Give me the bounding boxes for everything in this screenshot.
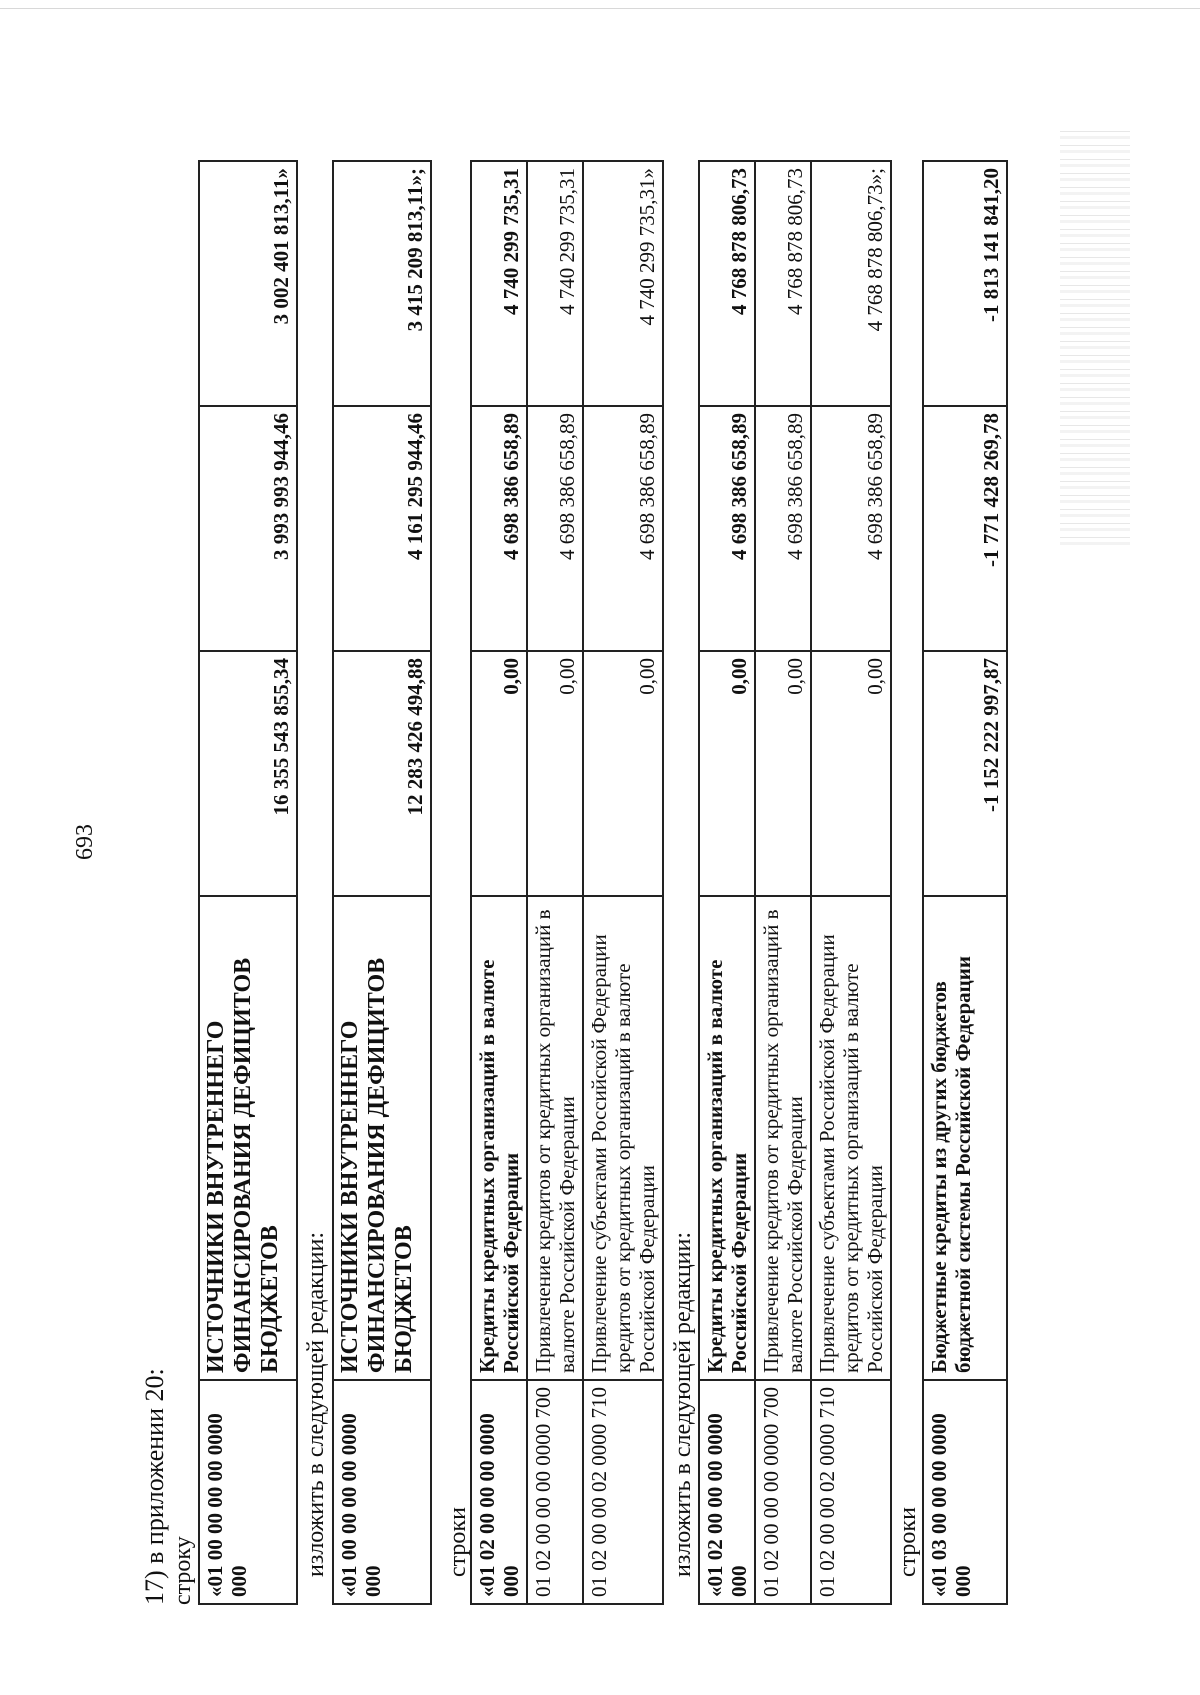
table-original-total	[198, 160, 298, 1605]
row-value-2: -1 771 428 269,78	[923, 406, 1007, 651]
row-value-3: 4 740 299 735,31	[471, 161, 527, 406]
row-code: 01 02 00 00 00 0000 700	[755, 1380, 811, 1604]
page-number: 693	[72, 824, 98, 860]
row-code: 01 02 00 00 00 0000 700	[527, 1380, 583, 1604]
table-budget-credits	[922, 160, 1008, 1605]
scan-edge-line	[0, 8, 1200, 9]
row-code: 01 02 00 00 02 0000 710	[583, 1380, 663, 1604]
table-new-credits	[698, 160, 892, 1605]
row-value-1: 0,00	[755, 651, 811, 896]
row-value-3: 3 415 209 813,11»;	[333, 161, 431, 406]
label-line: строку	[170, 1536, 196, 1605]
row-value-1: 0,00	[471, 651, 527, 896]
table-original-credits	[470, 160, 664, 1605]
table-row	[333, 161, 431, 1604]
row-value-3: -1 813 141 841,20	[923, 161, 1007, 406]
row-name: Кредиты кредитных организаций в валюте Российской Федерации	[471, 896, 527, 1380]
row-name: Привлечение кредитов от кредитных организаций в валюте Российской Федерации	[527, 896, 583, 1380]
row-value-1: -1 152 222 997,87	[923, 651, 1007, 896]
table-row	[755, 161, 811, 1604]
row-code: 01 02 00 00 02 0000 710	[811, 1380, 891, 1604]
intro-heading: 17) в приложении 20:	[140, 1368, 169, 1605]
row-code: «01 00 00 00 00 0000 000	[199, 1380, 297, 1604]
row-name: Привлечение субъектами Российской Федерации кредитов от кредитных организаций в валюте Российской Федерации	[583, 896, 663, 1380]
row-value-1: 0,00	[811, 651, 891, 896]
row-code: «01 00 00 00 00 0000 000	[333, 1380, 431, 1604]
row-value-3: 4 768 878 806,73»;	[811, 161, 891, 406]
row-value-2: 4 698 386 658,89	[583, 406, 663, 651]
row-name: Кредиты кредитных организаций в валюте Российской Федерации	[699, 896, 755, 1380]
row-value-2: 4 698 386 658,89	[471, 406, 527, 651]
row-code: «01 03 00 00 00 0000 000	[923, 1380, 1007, 1604]
label-replace: изложить в следующей редакции:	[303, 1231, 329, 1577]
scan-artifact	[1060, 125, 1130, 545]
table-row	[471, 161, 527, 1604]
row-value-2: 4 698 386 658,89	[699, 406, 755, 651]
label-lines: строки	[445, 1507, 471, 1577]
table-row	[699, 161, 755, 1604]
row-value-1: 16 355 543 855,34	[199, 651, 297, 896]
table-row	[527, 161, 583, 1604]
table-new-total	[332, 160, 432, 1605]
row-name: Привлечение субъектами Российской Федерации кредитов от кредитных организаций в валюте Российской Федерации	[811, 896, 891, 1380]
row-value-3: 4 768 878 806,73	[699, 161, 755, 406]
row-value-1: 12 283 426 494,88	[333, 651, 431, 896]
row-value-3: 4 740 299 735,31	[527, 161, 583, 406]
row-value-2: 4 698 386 658,89	[811, 406, 891, 651]
table-row	[811, 161, 891, 1604]
row-value-1: 0,00	[527, 651, 583, 896]
row-value-2: 4 698 386 658,89	[755, 406, 811, 651]
row-name: ИСТОЧНИКИ ВНУТРЕННЕГО ФИНАНСИРОВАНИЯ ДЕФИЦИТОВ БЮДЖЕТОВ	[199, 896, 297, 1380]
row-value-1: 0,00	[583, 651, 663, 896]
row-value-3: 3 002 401 813,11»	[199, 161, 297, 406]
table-row	[923, 161, 1007, 1604]
row-code: «01 02 00 00 00 0000 000	[699, 1380, 755, 1604]
row-name: Бюджетные кредиты из других бюджетов бюджетной системы Российской Федерации	[923, 896, 1007, 1380]
row-name: ИСТОЧНИКИ ВНУТРЕННЕГО ФИНАНСИРОВАНИЯ ДЕФИЦИТОВ БЮДЖЕТОВ	[333, 896, 431, 1380]
row-value-1: 0,00	[699, 651, 755, 896]
table-row	[583, 161, 663, 1604]
row-value-2: 4 161 295 944,46	[333, 406, 431, 651]
row-value-3: 4 740 299 735,31»	[583, 161, 663, 406]
row-code: «01 02 00 00 00 0000 000	[471, 1380, 527, 1604]
label-lines: строки	[895, 1507, 921, 1577]
row-value-3: 4 768 878 806,73	[755, 161, 811, 406]
label-replace: изложить в следующей редакции:	[670, 1231, 696, 1577]
row-name: Привлечение кредитов от кредитных организаций в валюте Российской Федерации	[755, 896, 811, 1380]
row-value-2: 4 698 386 658,89	[527, 406, 583, 651]
table-row	[199, 161, 297, 1604]
row-value-2: 3 993 993 944,46	[199, 406, 297, 651]
